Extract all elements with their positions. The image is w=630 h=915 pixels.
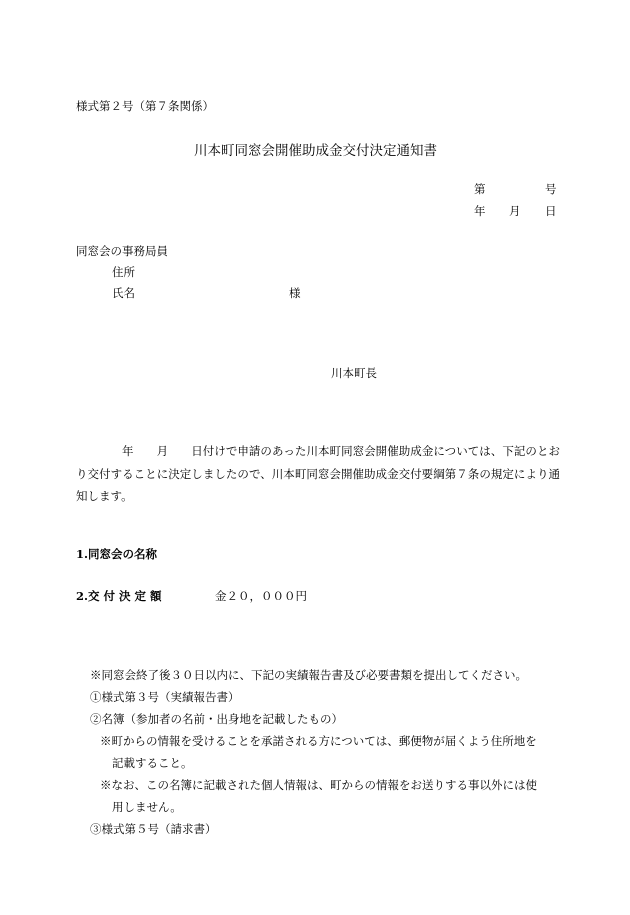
note-main: ※同窓会終了後３０日以内に、下記の実績報告書及び必要書類を提出してください。 xyxy=(90,668,527,682)
note-sub-1-line-2: 記載すること。 xyxy=(112,756,193,770)
note-item-3: ③様式第５号（請求書） xyxy=(90,822,217,836)
document-title: 川本町同窓会開催助成金交付決定通知書 xyxy=(194,143,437,159)
doc-date-year: 年 xyxy=(474,204,486,218)
note-sub-2-line-2: 用しません。 xyxy=(112,800,182,814)
issuer: 川本町長 xyxy=(331,366,377,380)
body-paragraph: 年 月 日付けで申請のあった川本町同窓会開催助成金については、下記のとおり交付することに決定しましたので、川本町同窓会開催助成金交付要綱第７条の規定により通知します。 xyxy=(76,444,560,503)
doc-number-prefix: 第 xyxy=(474,182,486,196)
note-sub-2-line-1: ※なお、この名簿に記載された個人情報は、町からの情報をお送りする事以外には使 xyxy=(100,778,537,792)
note-sub-1-line-1: ※町からの情報を受けることを承諾される方については、郵便物が届くよう住所地を xyxy=(100,734,537,748)
doc-date-month: 月 xyxy=(509,204,521,218)
doc-number-suffix: 号 xyxy=(545,182,557,196)
item-value-2: 金２０，０００円 xyxy=(215,589,307,603)
note-item-1: ①様式第３号（実績報告書） xyxy=(90,690,240,704)
address-label: 住所 xyxy=(112,265,135,279)
item-label-2: 2.交 付 決 定 額 xyxy=(76,589,162,603)
doc-date-day: 日 xyxy=(545,204,557,218)
honorific: 様 xyxy=(289,286,301,300)
note-item-2: ②名簿（参加者の名前・出身地を記載したもの） xyxy=(90,712,343,726)
name-label: 氏名 xyxy=(112,286,135,300)
recipient-heading: 同窓会の事務局員 xyxy=(76,244,168,258)
form-label: 様式第２号（第７条関係） xyxy=(76,99,214,113)
item-label-1: 1.同窓会の名称 xyxy=(76,547,158,561)
